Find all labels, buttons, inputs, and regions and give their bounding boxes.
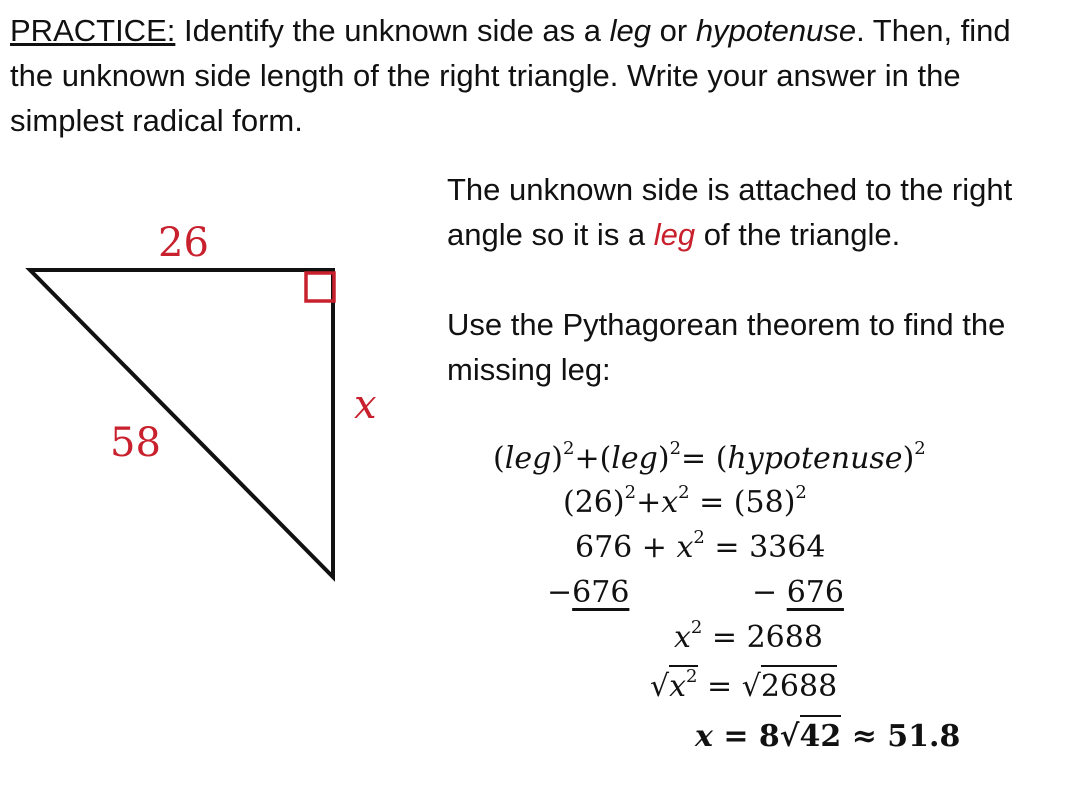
equation-line-4-right: − 676 (752, 575, 844, 610)
exponent: 2 (624, 482, 637, 503)
prompt-text-3: . Then, find the unknown side length of the right triangle. Write your answer in the simplest radical form. (10, 13, 1011, 138)
equation-line-2: $(26)^2+x^2 = (58)^2$ (563, 482, 807, 520)
squared-leg: 676 (575, 530, 633, 565)
equation-line-4: −676 (547, 575, 630, 610)
prompt-text-2: or (651, 13, 696, 48)
hypotenuse-term: hypotenuse (727, 441, 903, 476)
right-triangle-figure (0, 215, 420, 595)
prompt-leg-term: leg (609, 13, 652, 48)
practice-label: PRACTICE: (10, 13, 176, 48)
radicand: 2688 (761, 665, 837, 704)
exponent: 2 (914, 438, 926, 459)
exponent: 2 (795, 482, 807, 503)
explanation-text: The unknown side is attached to the right angle so it is a (447, 172, 1013, 252)
leg-term: leg (504, 441, 552, 476)
explanation-paragraph-2: Use the Pythagorean theorem to find the missing leg: (447, 307, 1006, 387)
variable-x: x (669, 669, 687, 704)
prompt-hypotenuse-term: hypotenuse (695, 13, 857, 48)
equation-line-1: (leg)$^2$+(leg)$^2$= (hypotenuse)$^2$ (493, 438, 926, 476)
variable-x: x (695, 719, 713, 754)
leg-term: leg (611, 441, 658, 476)
exponent: 2 (678, 482, 690, 503)
right-angle-marker (306, 273, 334, 301)
explanation-paragraph-1 (447, 167, 1047, 257)
variable-x: x (676, 530, 694, 565)
approximate-value: 51.8 (887, 719, 961, 754)
subtract-left: 676 (572, 575, 630, 610)
exponent: 2 (693, 527, 705, 548)
hypotenuse-label: 58 (110, 420, 161, 466)
explanation (447, 167, 1047, 392)
leg-value: 26 (574, 485, 613, 520)
unknown-side-label: x (354, 382, 377, 428)
squared-hypotenuse: 3364 (749, 530, 826, 565)
problem-statement (10, 8, 1050, 143)
triangle-outline (30, 270, 333, 577)
top-side-label: 26 (158, 220, 209, 266)
equation-line-3: $676 + x^2 = 3364$ (575, 527, 826, 565)
subtract-right: 676 (786, 575, 844, 610)
exponent: 2 (563, 438, 575, 459)
prompt-text-1: Identify the unknown side as a (175, 13, 610, 48)
explanation-text-end: of the triangle. (695, 217, 901, 252)
exponent: 2 (669, 438, 682, 459)
equation-line-6: $√x^2 = √2688$ (650, 666, 838, 704)
equation-line-5: $x^2 = 2688$ (674, 617, 823, 655)
leg-highlight: leg (653, 217, 696, 252)
coefficient: 8 (758, 719, 780, 754)
variable-x: x (661, 485, 679, 520)
hypotenuse-value: 58 (745, 485, 784, 520)
final-answer: x = 8√42 ≈ 51.8 (695, 722, 960, 752)
x-squared-value: 2688 (746, 620, 823, 655)
variable-x: x (674, 620, 691, 655)
exponent: 2 (686, 666, 698, 687)
exponent: 2 (690, 617, 703, 638)
simplified-radicand: 42 (800, 715, 842, 754)
